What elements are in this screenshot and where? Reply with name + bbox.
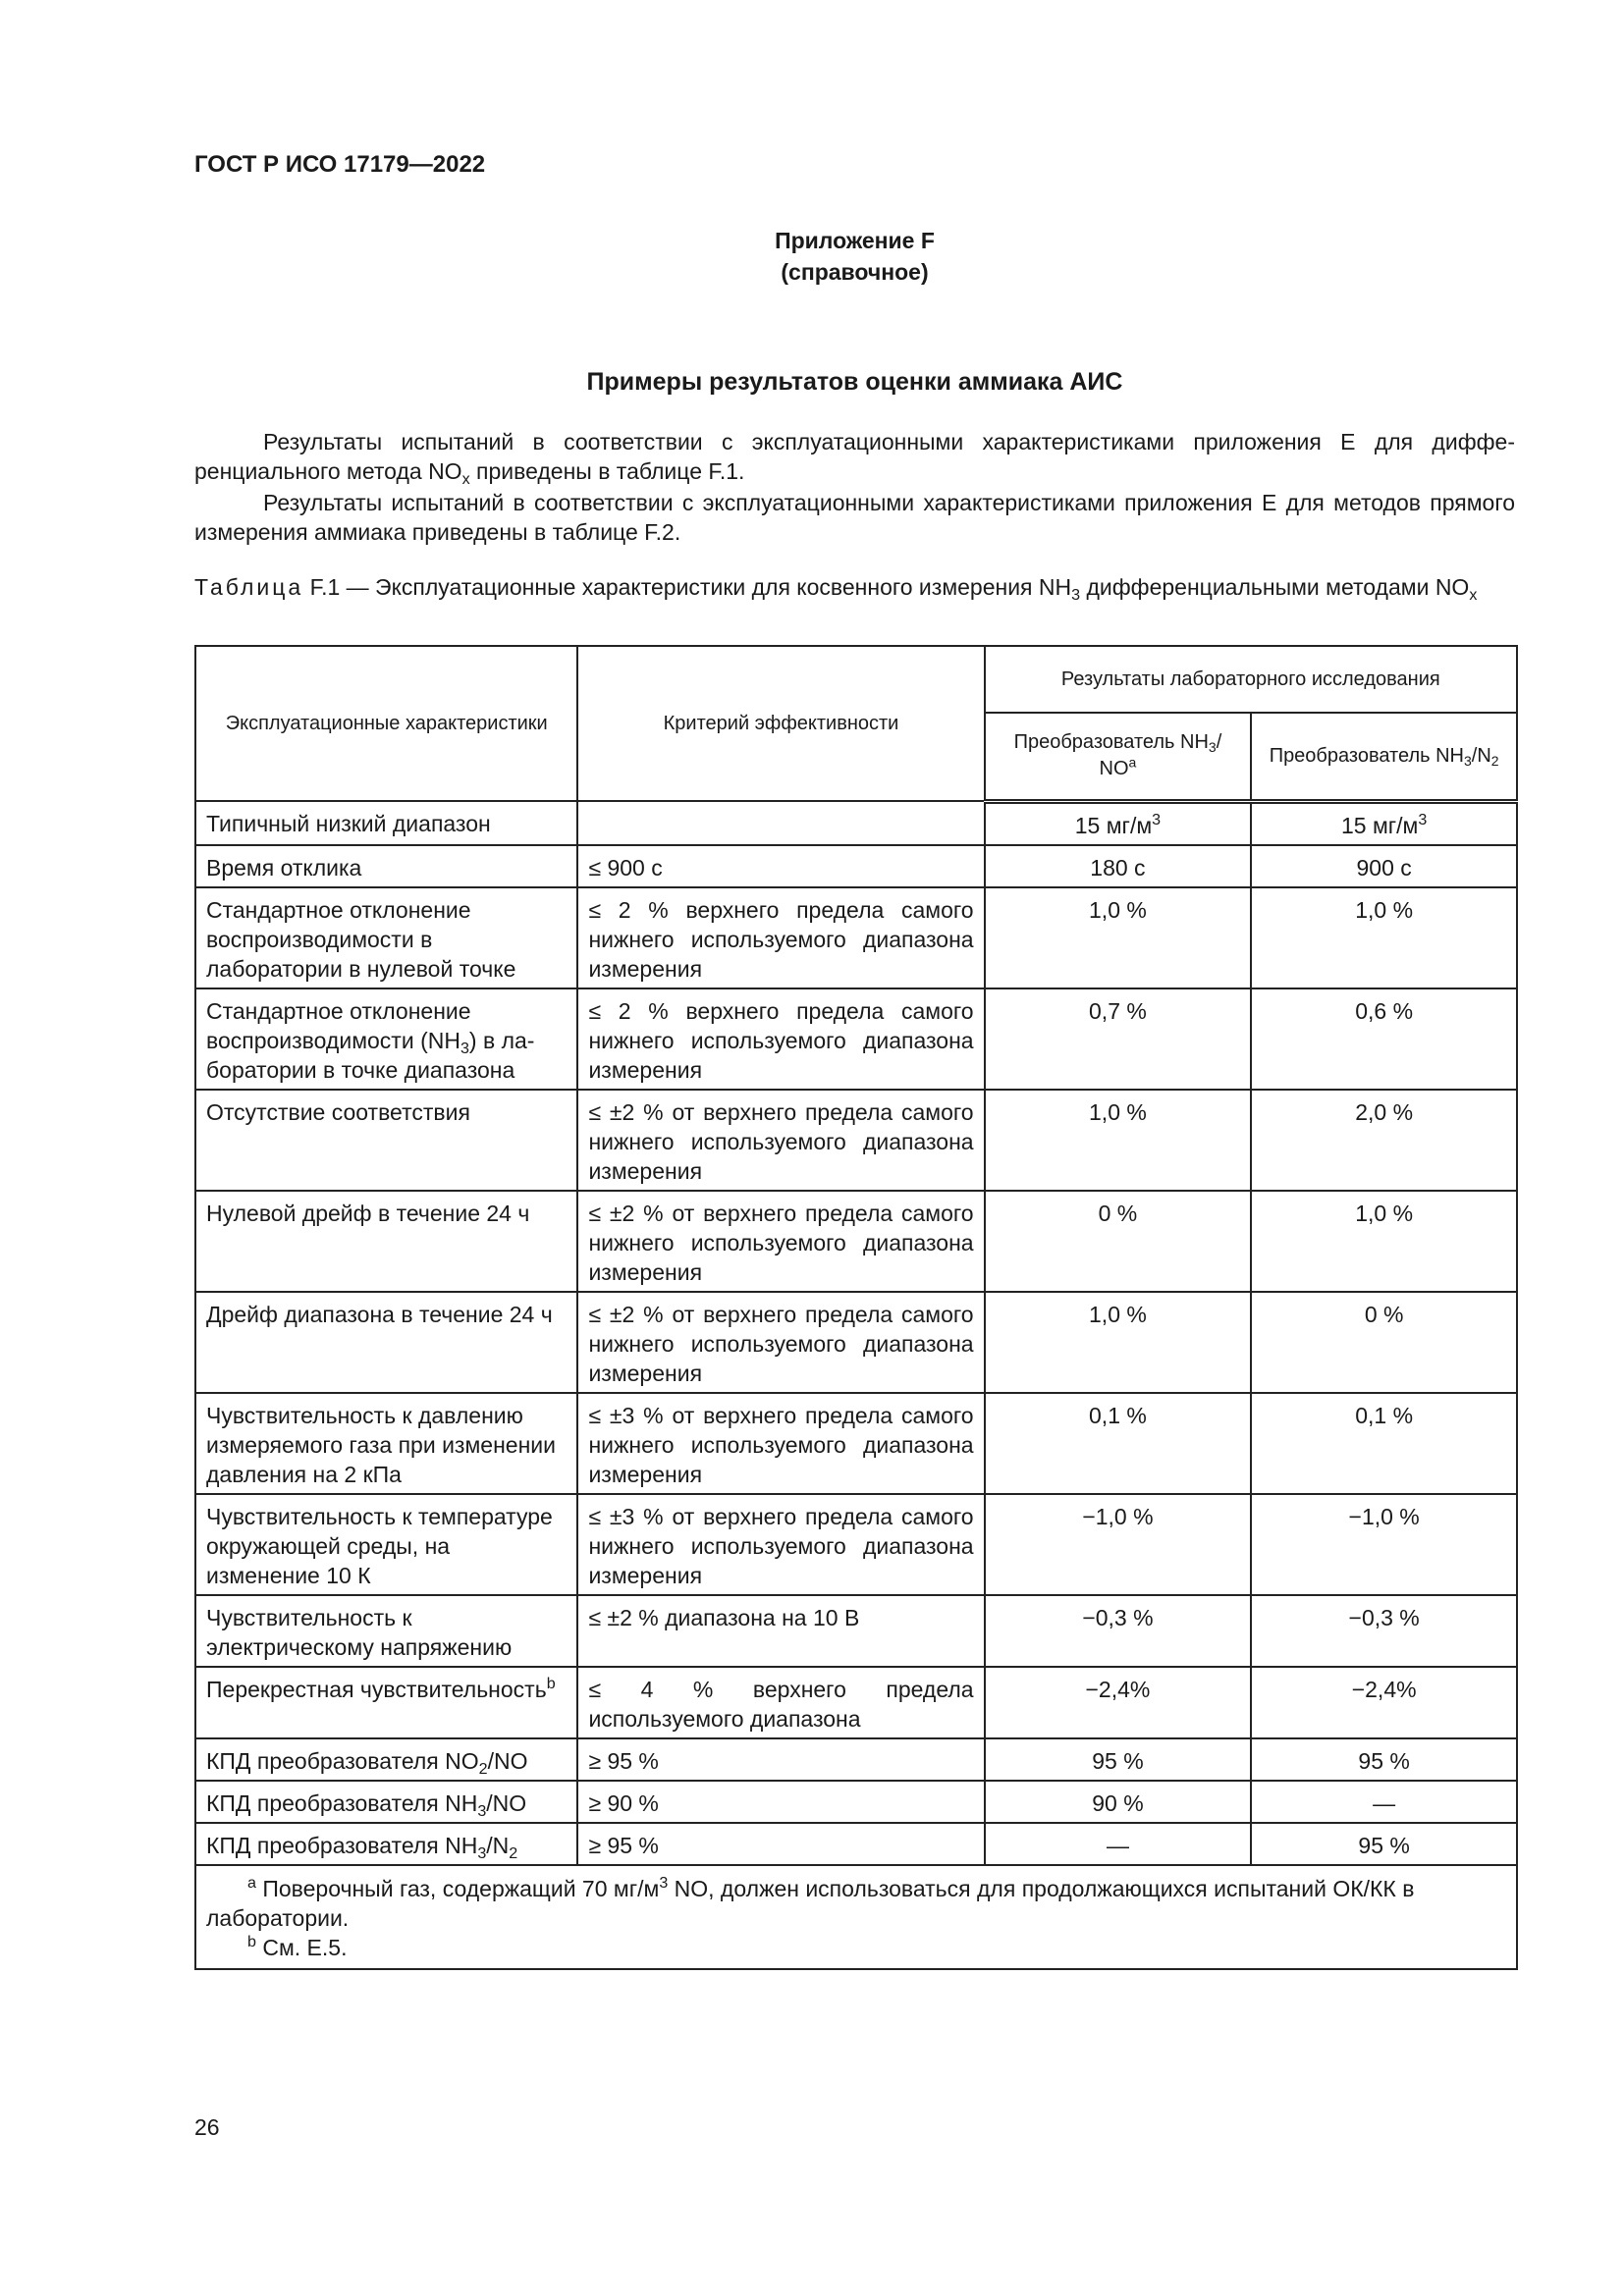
- cell-value-converter2: —: [1251, 1781, 1517, 1823]
- page-number: 26: [194, 2114, 220, 2140]
- table-row: [195, 845, 1517, 887]
- table-row: [195, 1781, 1517, 1823]
- header-results: Результаты лабораторного исследования: [985, 646, 1517, 713]
- cell-value-converter2: 0,1 %: [1251, 1393, 1517, 1494]
- table-row: [195, 1494, 1517, 1595]
- cell-value-converter2: 1,0 %: [1251, 887, 1517, 988]
- cell-criterion: ≤ ±2 % от верхнего предела самого нижнего используемого диапазона измерения: [577, 1090, 984, 1191]
- table-row: [195, 1738, 1517, 1781]
- table-row: [195, 1595, 1517, 1667]
- cell-criterion: ≤ ±3 % от верхнего предела самого нижнего используемого диапазона измерения: [577, 1393, 984, 1494]
- cell-value-converter1: 1,0 %: [985, 887, 1252, 988]
- cell-value-converter2: 95 %: [1251, 1823, 1517, 1865]
- cell-characteristic: Нулевой дрейф в течение 24 ч: [195, 1191, 577, 1292]
- cell-characteristic: КПД преобразователя $NO_2/NO$: [195, 1738, 577, 1781]
- cell-value-converter2: −2,4%: [1251, 1667, 1517, 1738]
- cell-value-converter1: 15 $мг/м^3$: [985, 801, 1252, 845]
- cell-value-converter1: −2,4%: [985, 1667, 1252, 1738]
- cell-characteristic: Время отклика: [195, 845, 577, 887]
- table-row: [195, 988, 1517, 1090]
- cell-value-converter1: 0 %: [985, 1191, 1252, 1292]
- cell-criterion: ≤ ±2 % диапазона на 10 В: [577, 1595, 984, 1667]
- table-row: [195, 801, 1517, 845]
- cell-value-converter1: −0,3 %: [985, 1595, 1252, 1667]
- cell-characteristic: Отсутствие соответствия: [195, 1090, 577, 1191]
- performance-table: [194, 645, 1518, 1970]
- annex-kind: (справочное): [781, 259, 929, 285]
- footnote-b: $^b$ См. Е.5.: [247, 1932, 348, 1960]
- cell-criterion: ≤ 2 % верхнего предела самого нижнего используемого диапазона измерения: [577, 887, 984, 988]
- header-converter-nh3-n2: Преобразователь $NH_3/N_2$: [1251, 713, 1517, 801]
- paragraph-1: Результаты испытаний в соответствии с эксплуатационными характеристиками приложения Е для дифференциального метода $NO_x$ приведены в таблице F.1.: [194, 429, 1515, 488]
- cell-criterion: ≤ 2 % верхнего предела самого нижнего используемого диапазона измерения: [577, 988, 984, 1090]
- annex-title: Примеры результатов оценки аммиака АИС: [586, 368, 1123, 396]
- cell-criterion: ≤ ±2 % от верхнего предела самого нижнего используемого диапазона измерения: [577, 1191, 984, 1292]
- annex-label: Приложение F: [775, 228, 935, 253]
- cell-characteristic: Чувствительность к давлению измеряемого газа при изменении давления на 2 кПа: [195, 1393, 577, 1494]
- table-row: [195, 1191, 1517, 1292]
- cell-characteristic: Чувствительность к температуре окружающей среды, на изменение 10 К: [195, 1494, 577, 1595]
- cell-value-converter1: 95 %: [985, 1738, 1252, 1781]
- table-footnotes: [195, 1865, 1517, 1969]
- cell-value-converter2: −1,0 %: [1251, 1494, 1517, 1595]
- cell-criterion: ≤ 900 с: [577, 845, 984, 887]
- table-row: [195, 1823, 1517, 1865]
- cell-value-converter1: 180 с: [985, 845, 1252, 887]
- cell-criterion: ≥ 95 %: [577, 1738, 984, 1781]
- cell-value-converter1: 90 %: [985, 1781, 1252, 1823]
- cell-criterion: [577, 801, 984, 845]
- cell-value-converter1: 1,0 %: [985, 1292, 1252, 1393]
- table-header-row: [195, 646, 1517, 713]
- cell-value-converter2: 0,6 %: [1251, 988, 1517, 1090]
- table-row: [195, 1393, 1517, 1494]
- header-characteristic: Эксплуатационные характеристики: [195, 646, 577, 801]
- cell-value-converter2: 15 $мг/м^3$: [1251, 801, 1517, 845]
- table-row: [195, 887, 1517, 988]
- cell-criterion: ≤ ±3 % от верхнего предела самого нижнего используемого диапазона измерения: [577, 1494, 984, 1595]
- cell-value-converter2: 95 %: [1251, 1738, 1517, 1781]
- header-criterion: Критерий эффективности: [577, 646, 984, 801]
- cell-value-converter1: 0,7 %: [985, 988, 1252, 1090]
- header-converter-nh3-no: Преобразователь $NH_3/$ $NO^a$: [985, 713, 1252, 801]
- table-caption: Таблица F.1 — Эксплуатационные характеристики для косвенного измерения $NH_3$ дифференциальными методами $NO_x$: [194, 574, 1478, 604]
- cell-value-converter2: −0,3 %: [1251, 1595, 1517, 1667]
- cell-value-converter1: —: [985, 1823, 1252, 1865]
- cell-characteristic: Стандартное отклонение воспроизводимости в лаборатории в нулевой точке: [195, 887, 577, 988]
- cell-value-converter2: 0 %: [1251, 1292, 1517, 1393]
- cell-criterion: ≥ 90 %: [577, 1781, 984, 1823]
- cell-characteristic: Стандартное отклонение воспроизводимости $(NH_3)$ в лаборатории в точке диапазона: [195, 988, 577, 1090]
- cell-value-converter1: −1,0 %: [985, 1494, 1252, 1595]
- cell-characteristic: КПД преобразователя $NH_3/NO$: [195, 1781, 577, 1823]
- table-row: [195, 1667, 1517, 1738]
- cell-characteristic: Чувствительность к электрическому напряжению: [195, 1595, 577, 1667]
- cell-characteristic: Типичный низкий диапазон: [195, 801, 577, 845]
- table-row: [195, 1292, 1517, 1393]
- cell-value-converter2: 900 с: [1251, 845, 1517, 887]
- cell-value-converter2: 1,0 %: [1251, 1191, 1517, 1292]
- paragraph-2: Результаты испытаний в соответствии с эксплуатационными характеристиками приложения Е для методов прямого измерения аммиака приведены в таблице F.2.: [194, 490, 1515, 545]
- cell-criterion: ≤ ±2 % от верхнего предела самого нижнего используемого диапазона измерения: [577, 1292, 984, 1393]
- cell-characteristic: Перекрестная чувствительность$^b$: [195, 1667, 577, 1738]
- footnotes-cell: [195, 1865, 1517, 1969]
- cell-criterion: ≤ 4 % верхнего предела используемого диапазона: [577, 1667, 984, 1738]
- footnote-a: $^a$ Поверочный газ, содержащий 70 $мг/м^3$ NO, должен использоваться для продолжающихся испытаний ОК/КК в лаборатории.: [206, 1873, 1415, 1931]
- cell-value-converter2: 2,0 %: [1251, 1090, 1517, 1191]
- cell-value-converter1: 0,1 %: [985, 1393, 1252, 1494]
- cell-characteristic: КПД преобразователя $NH_3/N_2$: [195, 1823, 577, 1865]
- cell-characteristic: Дрейф диапазона в течение 24 ч: [195, 1292, 577, 1393]
- standard-header: ГОСТ Р ИСО 17179—2022: [194, 151, 486, 178]
- table-row: [195, 1090, 1517, 1191]
- cell-value-converter1: 1,0 %: [985, 1090, 1252, 1191]
- cell-criterion: ≥ 95 %: [577, 1823, 984, 1865]
